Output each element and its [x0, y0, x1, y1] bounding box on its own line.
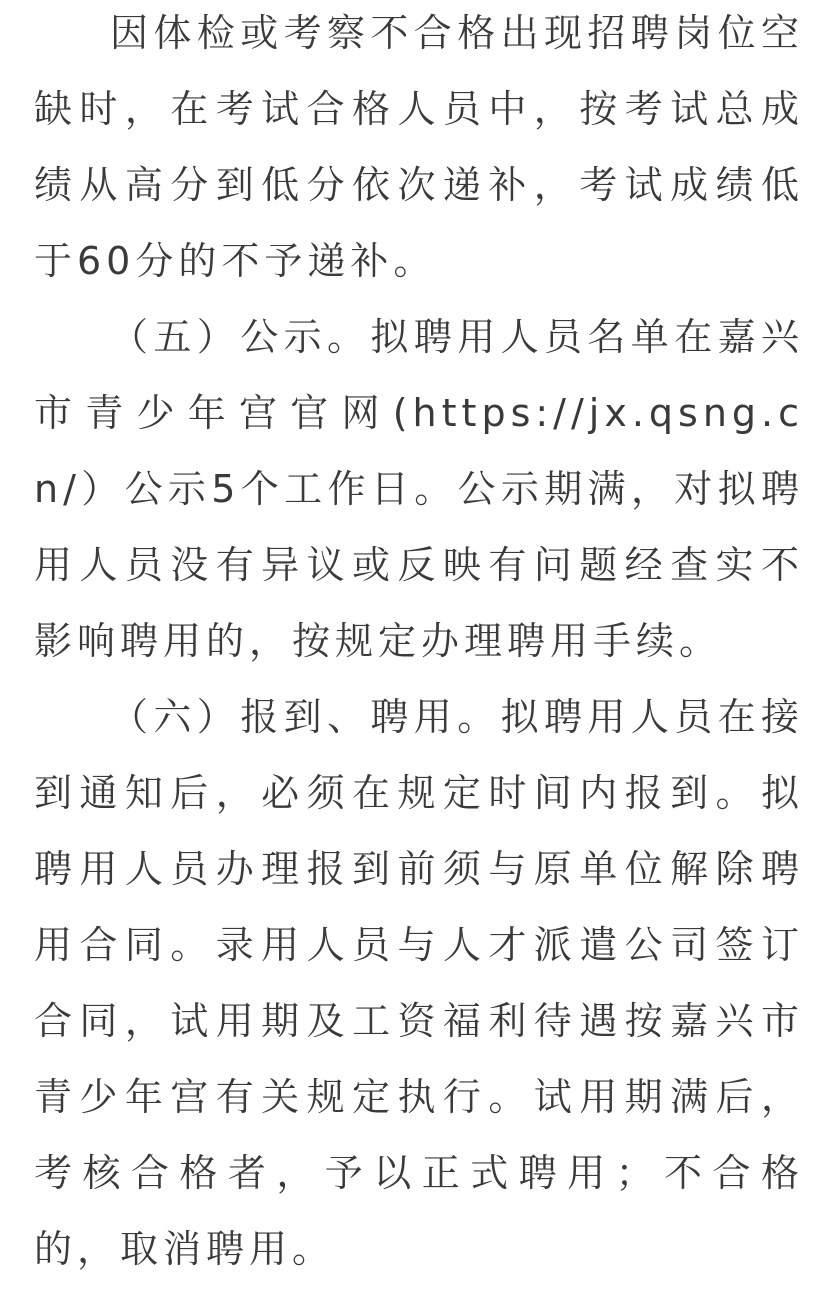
paragraph-public-notice: （五）公示。拟聘用人员名单在嘉兴市青少年宫官网(https://jx.qsng.cn/）公示5个工作日。公示期满，对拟聘用人员没有异议或反映有问题经查实不影响聘用的，按规定办理聘用手续。	[34, 315, 804, 663]
paragraph-vacancy-replacement: 因体检或考察不合格出现招聘岗位空缺时，在考试合格人员中，按考试总成绩从高分到低分依次递补，考试成绩低于60分的不予递补。	[34, 11, 804, 283]
paragraph-reporting-employment: （六）报到、聘用。拟聘用人员在接到通知后，必须在规定时间内报到。拟聘用人员办理报到前须与原单位解除聘用合同。录用人员与人才派遣公司签订合同，试用期及工资福利待遇按嘉兴市青少年宫有关规定执行。试用期满后，考核合格者，予以正式聘用；不合格的，取消聘用。	[34, 695, 804, 1271]
